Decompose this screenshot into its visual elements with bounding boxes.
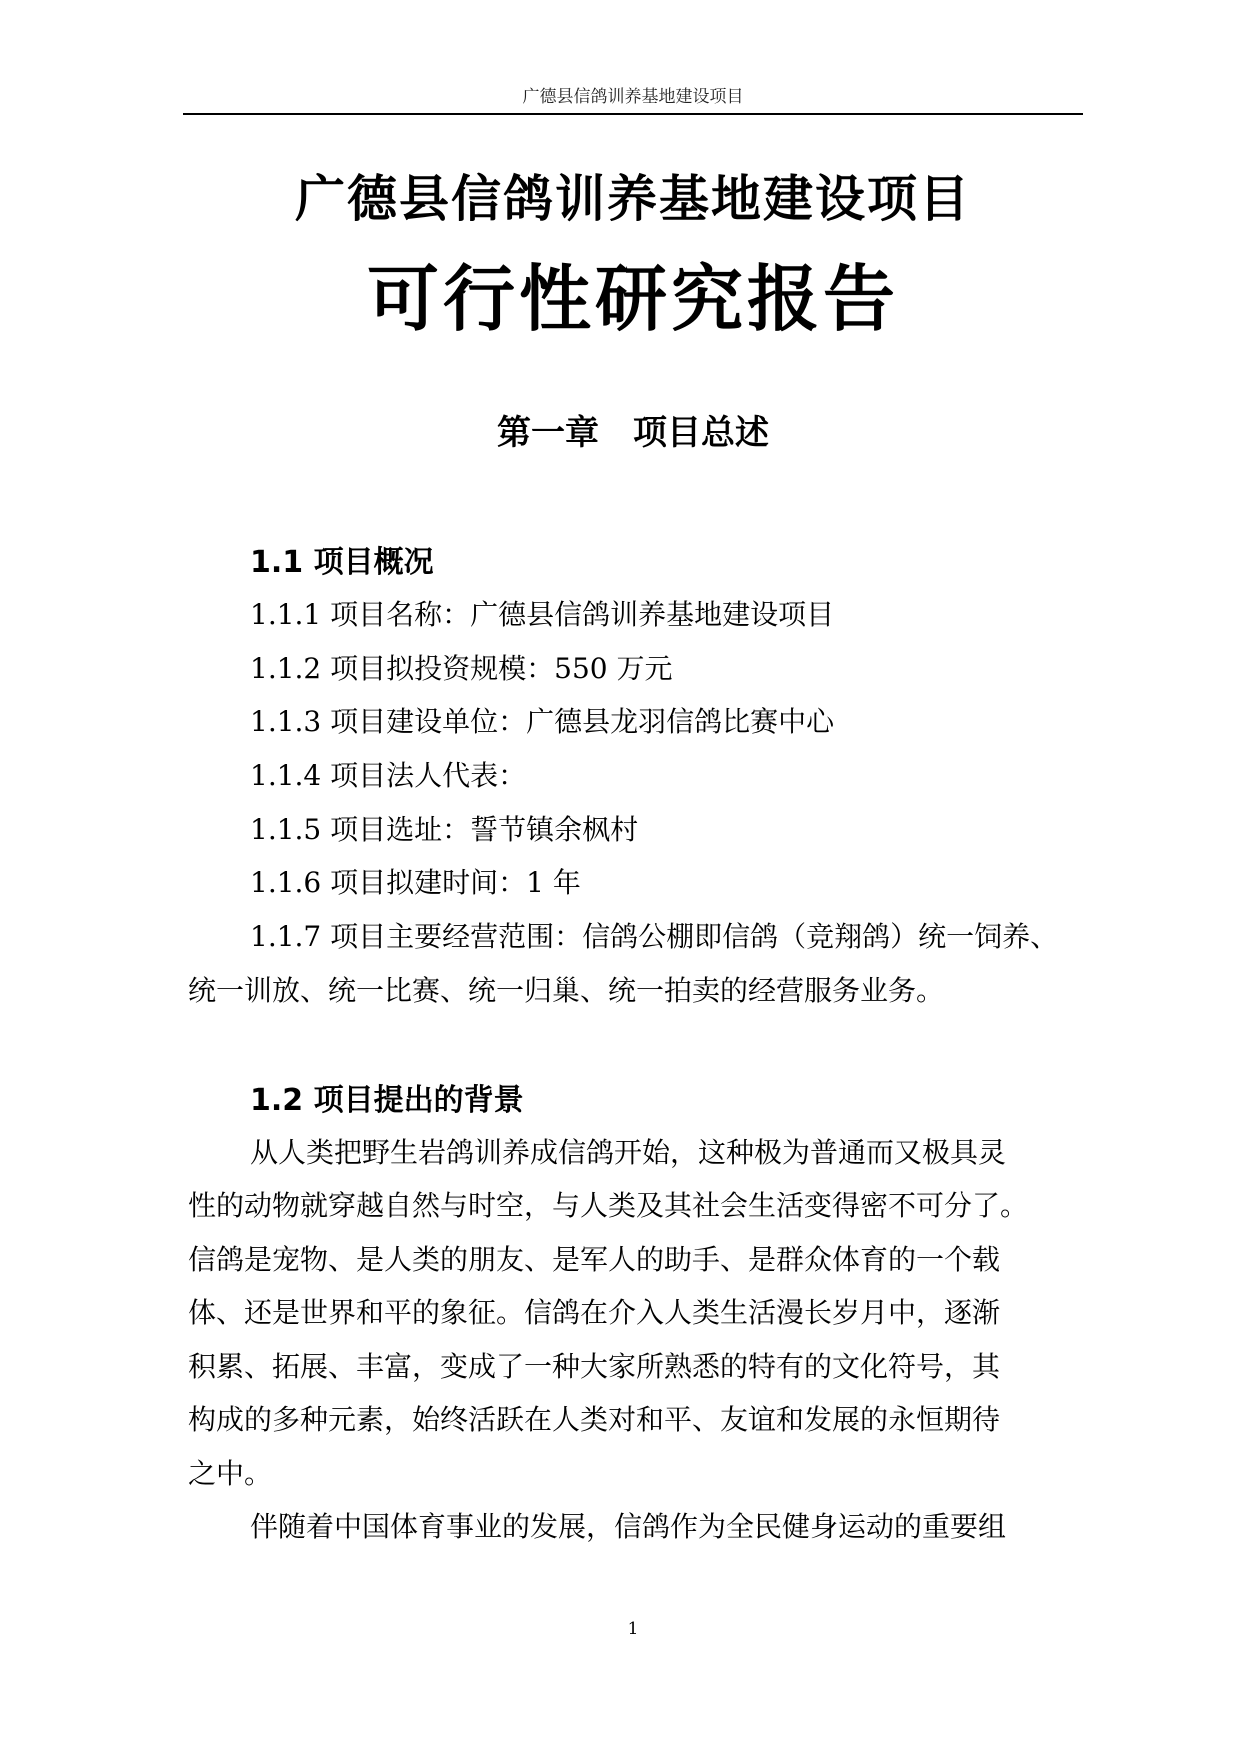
background-paragraph-line: 之中。 <box>188 1457 273 1490</box>
chapter-title: 第一章 项目总述 <box>497 413 769 453</box>
second-paragraph-line: 伴随着中国体育事业的发展，信鸽作为全民健身运动的重要组 <box>250 1510 1007 1543</box>
document-title: 广德县信鸽训养基地建设项目 <box>295 170 971 228</box>
header-rule <box>183 113 1083 115</box>
section-heading-1-2: 1.2 项目提出的背景 <box>250 1083 524 1118</box>
background-paragraph-line: 积累、拓展、丰富，变成了一种大家所熟悉的特有的文化符号，其 <box>188 1350 1001 1383</box>
construction-unit-line: 1.1.3 项目建设单位：广德县龙羽信鸽比赛中心 <box>250 705 835 738</box>
background-paragraph-line: 信鸽是宠物、是人类的朋友、是军人的助手、是群众体育的一个载 <box>188 1243 1001 1276</box>
business-scope-line-1: 1.1.7 项目主要经营范围：信鸽公棚即信鸽（竞翔鸽）统一饲养、 <box>250 920 1059 953</box>
background-paragraph-line: 体、还是世界和平的象征。信鸽在介入人类生活漫长岁月中，逐渐 <box>188 1296 1001 1329</box>
construction-period-line: 1.1.6 项目拟建时间：1 年 <box>250 866 581 899</box>
investment-scale-line: 1.1.2 项目拟投资规模：550 万元 <box>250 652 673 685</box>
section-heading-1-1: 1.1 项目概况 <box>250 545 434 580</box>
project-site-line: 1.1.5 项目选址：誓节镇余枫村 <box>250 813 639 846</box>
legal-representative-line: 1.1.4 项目法人代表： <box>250 759 527 792</box>
document-subtitle: 可行性研究报告 <box>366 257 899 341</box>
business-scope-line-2: 统一训放、统一比赛、统一归巢、统一拍卖的经营服务业务。 <box>188 974 945 1007</box>
project-name-line: 1.1.1 项目名称：广德县信鸽训养基地建设项目 <box>250 598 835 631</box>
running-header: 广德县信鸽训养基地建设项目 <box>522 87 744 107</box>
background-paragraph-line: 构成的多种元素，始终活跃在人类对和平、友谊和发展的永恒期待 <box>188 1403 1001 1436</box>
page-number: 1 <box>627 1619 639 1639</box>
background-paragraph-line: 从人类把野生岩鸽训养成信鸽开始，这种极为普通而又极具灵 <box>250 1136 1007 1169</box>
background-paragraph-line: 性的动物就穿越自然与时空，与人类及其社会生活变得密不可分了。 <box>188 1189 1029 1222</box>
